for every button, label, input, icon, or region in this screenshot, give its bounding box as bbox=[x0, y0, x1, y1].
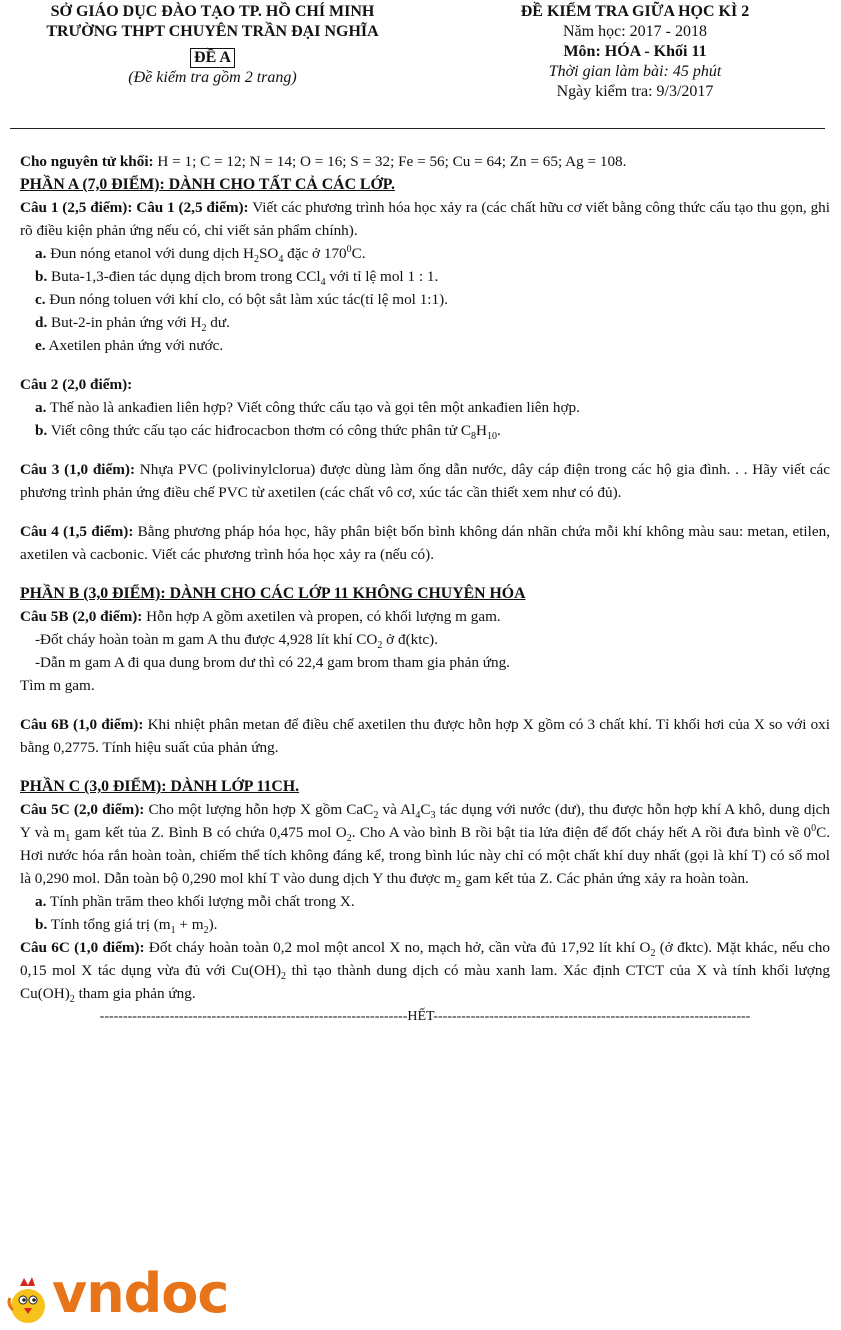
question-6c: Câu 6C (1,0 điểm): Đốt cháy hoàn toàn 0,2 mol một ancol X no, mạch hở, cần vừa đủ 17,92 lít khí $O_2$ (ở đktc). Mặt khác, nếu cho 0,15 mol X tác dụng vừa đủ với $Cu(OH)_2$ thì tạo thành dung dịch có màu xanh lam. Xác định CTCT của X và tính khối lượng $Cu(OH)_2$ tham gia phản ứng. bbox=[20, 939, 831, 1006]
vndoc-logo[interactable] bbox=[4, 1262, 234, 1328]
org-line-1: SỞ GIÁO DỤC ĐÀO TẠO TP. HỒ CHÍ MINH bbox=[50, 3, 375, 20]
question-5c-b: b. Tính tổng giá trị $(m_1 + m_2)$. bbox=[35, 916, 218, 937]
school-year: Năm học: 2017 - 2018 bbox=[563, 23, 707, 40]
header-divider bbox=[10, 128, 825, 129]
part-a-title: PHẦN A (7,0 ĐIỂM): DÀNH CHO TẤT CẢ CÁC LỚP. bbox=[20, 176, 395, 193]
question-1e: e. Axetilen phản ứng với nước. bbox=[35, 337, 224, 354]
question-5c: Câu 5C (2,0 điểm): Cho một lượng hỗn hợp X gồm CaC$_2$ và $Al_4C_3$ tác dụng với nước (dư), thu được hỗn hợp khí A khô, dung dịch Y và $m_1$ gam kết tủa Z. Bình B có chứa 0,475 mol $O_2$. Cho A vào bình B rồi bật tia lửa điện để đốt cháy hết A rồi đưa bình về $0^0C$. Hơi nước hóa rắn hoàn toàn, chiếm thể tích không đáng kể, trong bình lúc này chỉ có một chất khí duy nhất (gọi là khí T) có số mol là 0,290 mol. Dẫn toàn bộ 0,290 mol khí T vào dung dịch Y thu được $m_2$ gam kết tủa Z. Các phản ứng xảy ra hoàn toàn. bbox=[20, 801, 831, 891]
part-c-title: PHẦN C (3,0 ĐIỂM): DÀNH LỚP 11CH. bbox=[20, 778, 300, 795]
header-right bbox=[440, 2, 830, 102]
question-1b: b. Buta-1,3-đien tác dụng dịch brom trong CCl$_4$ với tỉ lệ mol 1 : 1. bbox=[35, 268, 439, 289]
org-line-2: TRƯỜNG THPT CHUYÊN TRẦN ĐẠI NGHĨA bbox=[46, 23, 379, 40]
question-1a: a. Đun nóng etanol với dung dịch $H_2SO_4$ đặc ở $170^0C$. bbox=[35, 243, 366, 266]
duration: Thời gian làm bài: 45 phút bbox=[548, 63, 722, 80]
chick-mascot-icon bbox=[4, 1274, 52, 1326]
exam-code: ĐỀ A bbox=[190, 48, 235, 68]
question-2b: b. Viết công thức cấu tạo các hiđrocacbon thơm có công thức phân tử $C_8H_{10}$. bbox=[35, 422, 501, 443]
atomic-masses: Cho nguyên tử khối: H = 1; C = 12; N = 14; O = 16; S = 32; Fe = 56; Cu = 64; Zn = 65; Ag = 108. bbox=[20, 153, 627, 170]
exam-title: ĐỀ KIỂM TRA GIỮA HỌC KÌ 2 bbox=[520, 3, 750, 20]
question-1: Câu 1 (2,5 điểm): Câu 1 (2,5 điểm): Viết các phương trình hóa học xảy ra (các chất hữu cơ viết bằng công thức cấu tạo thu gọn, ghi rõ điều kiện phản ứng nếu có, chỉ viết sản phẩm chính). bbox=[20, 199, 830, 239]
question-1d: d. But-2-in phản ứng với $H_2$ dư. bbox=[35, 314, 230, 335]
question-5b-line2: -Dẫn m gam A đi qua dung brom dư thì có 22,4 gam brom tham gia phản ứng. bbox=[35, 654, 510, 671]
question-3: Câu 3 (1,0 điểm): Nhựa PVC (polivinylclorua) được dùng làm ống dẫn nước, dây cáp điện trong các hộ gia đình. . . Hãy viết các phương trình phản ứng điều chế PVC từ axetilen (các chất vô cơ, xúc tác cần thiết xem như có đủ). bbox=[20, 461, 831, 501]
question-4: Câu 4 (1,5 điểm): Bằng phương pháp hóa học, hãy phân biệt bốn bình không dán nhãn chứa mỗi khí không màu sau: metan, etilen, axetilen và cacbonic. Viết các phương trình hóa học xảy ra (nếu có). bbox=[20, 523, 830, 563]
subject: Môn: HÓA - Khối 11 bbox=[563, 43, 707, 60]
question-1c: c. Đun nóng toluen với khí clo, có bột sắt làm xúc tác(tỉ lệ mol 1:1). bbox=[35, 291, 448, 308]
exam-body bbox=[20, 150, 830, 1028]
part-b-title: PHẦN B (3,0 ĐIỂM): DÀNH CHO CÁC LỚP 11 KHÔNG CHUYÊN HÓA bbox=[20, 585, 526, 602]
question-5b-line1: -Đốt cháy hoàn toàn m gam A thu được 4,928 lít khí $CO_2$ ở đ(ktc). bbox=[35, 631, 439, 652]
question-5b-line3: Tìm m gam. bbox=[20, 677, 95, 694]
exam-date: Ngày kiểm tra: 9/3/2017 bbox=[556, 83, 714, 100]
question-2a: a. Thế nào là ankađien liên hợp? Viết công thức cấu tạo và gọi tên một ankađien liên hợp. bbox=[35, 399, 580, 416]
question-6b: Câu 6B (1,0 điểm): Khi nhiệt phân metan để điều chế axetilen thu được hỗn hợp X gồm có 3 chất khí. Tỉ khối hơi của X so với oxi bằng 0,2775. Tính hiệu suất của phản ứng. bbox=[20, 716, 830, 756]
question-5b: Câu 5B (2,0 điểm): Hỗn hợp A gồm axetilen và propen, có khối lượng m gam. bbox=[20, 608, 501, 625]
end-marker: ------------------------------------------------------------------HẾT-------------------------------------------------------------------- bbox=[99, 1009, 751, 1024]
header-left bbox=[10, 2, 415, 88]
pages-note: (Đề kiểm tra gồm 2 trang) bbox=[128, 69, 297, 86]
logo-wordmark: vndoc bbox=[52, 1262, 229, 1325]
question-5c-a: a. Tính phần trăm theo khối lượng mỗi chất trong X. bbox=[35, 893, 355, 910]
question-2: Câu 2 (2,0 điểm): bbox=[20, 376, 133, 393]
